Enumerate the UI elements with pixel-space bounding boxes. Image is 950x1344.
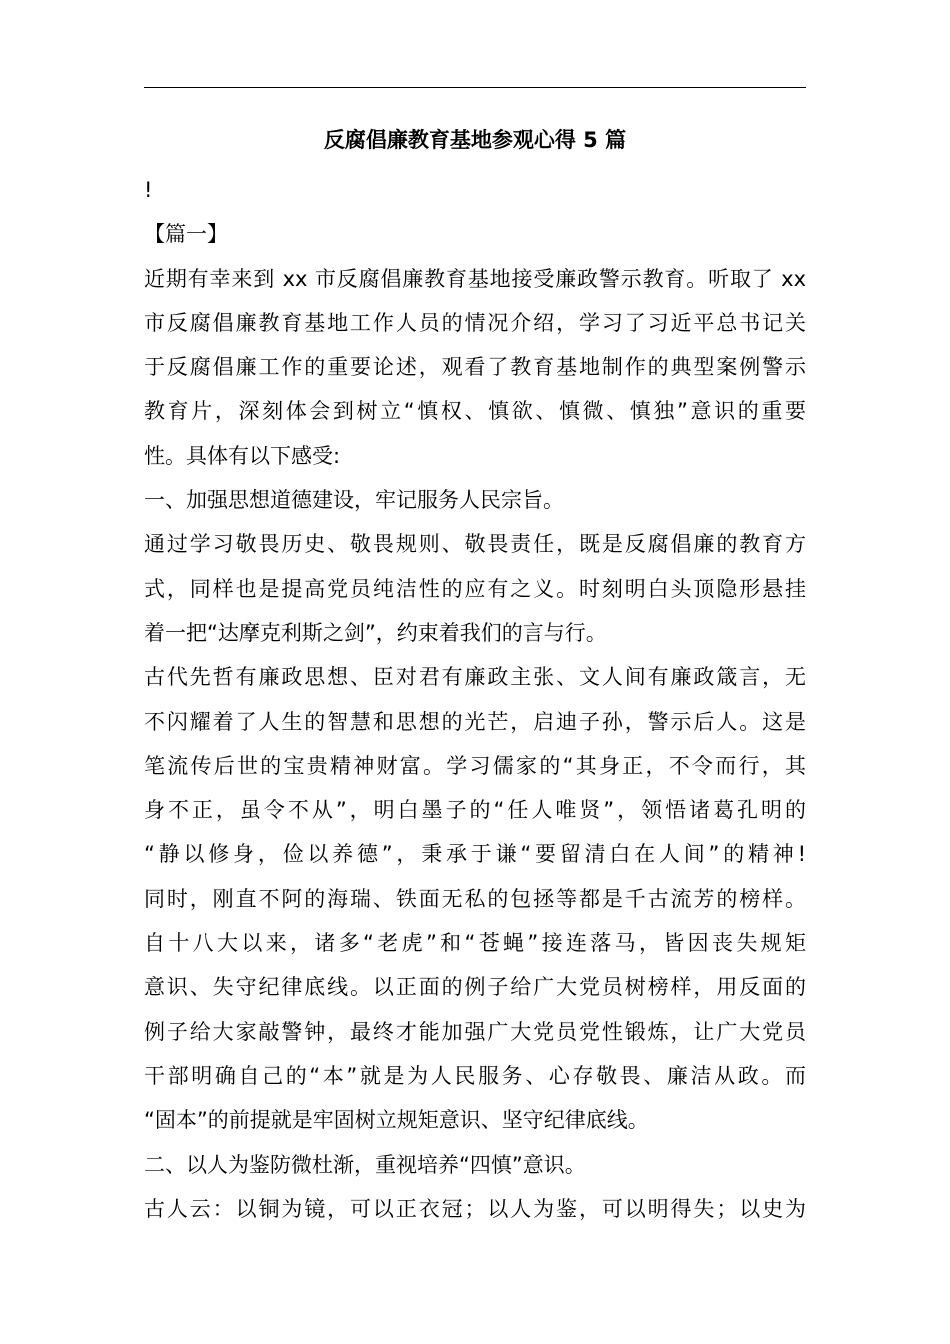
text-line: !	[144, 178, 153, 202]
text-line: 同时，刚直不阿的海瑞、铁面无私的包拯等都是千古流芳的榜样。	[144, 886, 806, 911]
text-line: 例子给大家敲警钟，最终才能加强广大党员党性锻炼，让广大党员	[144, 1019, 806, 1044]
text-line: 古代先哲有廉政思想、臣对君有廉政主张、文人间有廉政箴言，无	[144, 665, 806, 690]
text-line: 着一把“达摩克利斯之剑”，约束着我们的言与行。	[144, 620, 607, 645]
text-line: “固本”的前提就是牢固树立规矩意识、坚守纪律底线。	[144, 1108, 649, 1133]
text-line: 于反腐倡廉工作的重要论述，观看了教育基地制作的典型案例警示	[144, 355, 806, 380]
subheading: 一、加强思想道德建设，牢记服务人民宗旨。	[144, 488, 564, 513]
text-line: 性。具体有以下感受:	[144, 443, 341, 468]
document-body	[144, 168, 806, 1231]
text-line: 教育片，深刻体会到树立“慎权、慎欲、慎微、慎独”意识的重要	[144, 399, 806, 424]
text-line: 古人云：以铜为镜，可以正衣冠；以人为鉴，可以明得失；以史为	[144, 1196, 806, 1221]
text-line: “静以修身，俭以养德”，秉承于谦“要留清白在人间”的精神!	[144, 842, 806, 867]
text-line: 干部明确自己的“本”就是为人民服务、心存敬畏、廉洁从政。而	[144, 1063, 806, 1088]
text-line: 式，同样也是提高党员纯洁性的应有之义。时刻明白头顶隐形悬挂	[144, 576, 806, 601]
text-line: 近期有幸来到 xx 市反腐倡廉教育基地接受廉政警示教育。听取了 xx	[144, 266, 806, 291]
header-rule	[144, 87, 806, 88]
text-line: 市反腐倡廉教育基地工作人员的情况介绍，学习了习近平总书记关	[144, 310, 806, 335]
text-line: 通过学习敬畏历史、敬畏规则、敬畏责任，既是反腐倡廉的教育方	[144, 532, 806, 557]
text-line: 自十八大以来，诸多“老虎”和“苍蝇”接连落马，皆因丧失规矩	[144, 931, 806, 956]
text-line: 意识、失守纪律底线。以正面的例子给广大党员树榜样，用反面的	[144, 975, 806, 1000]
document-title: 反腐倡廉教育基地参观心得 5 篇	[323, 128, 627, 152]
text-line: 身不正，虽令不从”，明白墨子的“任人唯贤”，领悟诸葛孔明的	[144, 798, 806, 823]
text-line: 不闪耀着了人生的智慧和思想的光芒，启迪子孙，警示后人。这是	[144, 709, 806, 734]
subheading: 二、以人为鉴防微杜渐，重视培养“四慎”意识。	[144, 1152, 586, 1177]
section-heading: 【篇一】	[144, 222, 228, 247]
text-line: 笔流传后世的宝贵精神财富。学习儒家的“其身正，不令而行，其	[144, 753, 806, 778]
